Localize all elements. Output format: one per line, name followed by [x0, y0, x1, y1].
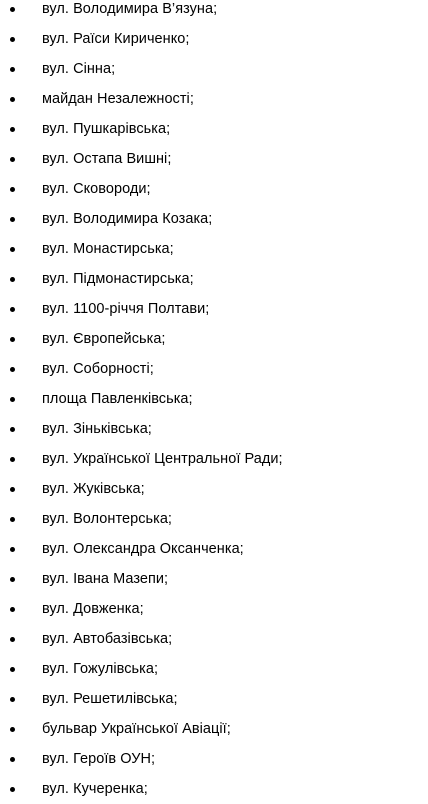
street-name: вул. Героїв ОУН; [42, 751, 156, 767]
street-name: вул. Олександра Оксанченка; [42, 541, 244, 557]
street-name: вул. Остапа Вишні; [42, 151, 172, 167]
street-name: вул. Гожулівська; [42, 661, 159, 677]
bullet-icon [10, 157, 15, 162]
list-item [0, 504, 428, 534]
list-item [0, 0, 428, 24]
list-item [0, 474, 428, 504]
street-name: вул. Соборності; [42, 361, 154, 377]
bullet-icon [10, 457, 15, 462]
street-name: вул. Сінна; [42, 61, 116, 77]
bullet-icon [10, 637, 15, 642]
street-name: вул. Української Центральної Ради; [42, 451, 283, 467]
bullet-icon [10, 517, 15, 522]
bullet-icon [10, 247, 15, 252]
street-name: вул. Решетилівська; [42, 691, 178, 707]
street-name: вул. Володимира В’язуна; [42, 1, 218, 17]
list-item [0, 264, 428, 294]
street-name: вул. Володимира Козака; [42, 211, 213, 227]
street-name: вул. Зіньківська; [42, 421, 152, 437]
street-name: вул. Підмонастирська; [42, 271, 194, 287]
list-item [0, 204, 428, 234]
street-name: вул. Довженка; [42, 601, 144, 617]
list-item [0, 744, 428, 774]
bullet-icon [10, 337, 15, 342]
bullet-icon [10, 427, 15, 432]
list-item [0, 324, 428, 354]
bullet-icon [10, 127, 15, 132]
list-item [0, 84, 428, 114]
list-item [0, 624, 428, 654]
street-name: вул. 1100-річчя Полтави; [42, 301, 210, 317]
list-item [0, 414, 428, 444]
street-name: площа Павленківська; [42, 391, 193, 407]
bullet-icon [10, 7, 15, 12]
bullet-icon [10, 547, 15, 552]
bullet-icon [10, 67, 15, 72]
bullet-icon [10, 367, 15, 372]
street-name: вул. Раїси Кириченко; [42, 31, 190, 47]
list-item [0, 144, 428, 174]
bullet-icon [10, 487, 15, 492]
list-item [0, 234, 428, 264]
list-item [0, 294, 428, 324]
bullet-icon [10, 667, 15, 672]
list-item [0, 564, 428, 594]
bullet-icon [10, 307, 15, 312]
list-item [0, 714, 428, 744]
bullet-icon [10, 757, 15, 762]
street-name: вул. Монастирська; [42, 241, 174, 257]
bullet-icon [10, 277, 15, 282]
street-name: вул. Європейська; [42, 331, 166, 347]
street-name: вул. Жуківська; [42, 481, 145, 497]
bullet-icon [10, 787, 15, 792]
street-name: вул. Кучеренка; [42, 781, 148, 797]
bullet-icon [10, 607, 15, 612]
list-item [0, 174, 428, 204]
street-name: вул. Івана Мазепи; [42, 571, 169, 587]
street-name: вул. Волонтерська; [42, 511, 173, 527]
list-item [0, 594, 428, 624]
list-item [0, 444, 428, 474]
bullet-icon [10, 217, 15, 222]
list-item [0, 54, 428, 84]
bullet-icon [10, 37, 15, 42]
street-name: майдан Незалежності; [42, 91, 194, 107]
list-item [0, 684, 428, 714]
street-name: вул. Пушкарівська; [42, 121, 171, 137]
street-name: вул. Сковороди; [42, 181, 151, 197]
bullet-icon [10, 97, 15, 102]
bullet-icon [10, 187, 15, 192]
list-item [0, 654, 428, 684]
list-item [0, 24, 428, 54]
bullet-icon [10, 697, 15, 702]
list-item [0, 534, 428, 564]
list-item [0, 354, 428, 384]
street-name: вул. Автобазівська; [42, 631, 173, 647]
bullet-icon [10, 577, 15, 582]
list-item [0, 384, 428, 414]
list-item [0, 114, 428, 144]
bullet-icon [10, 397, 15, 402]
bullet-icon [10, 727, 15, 732]
street-name: бульвар Української Авіації; [42, 721, 231, 737]
